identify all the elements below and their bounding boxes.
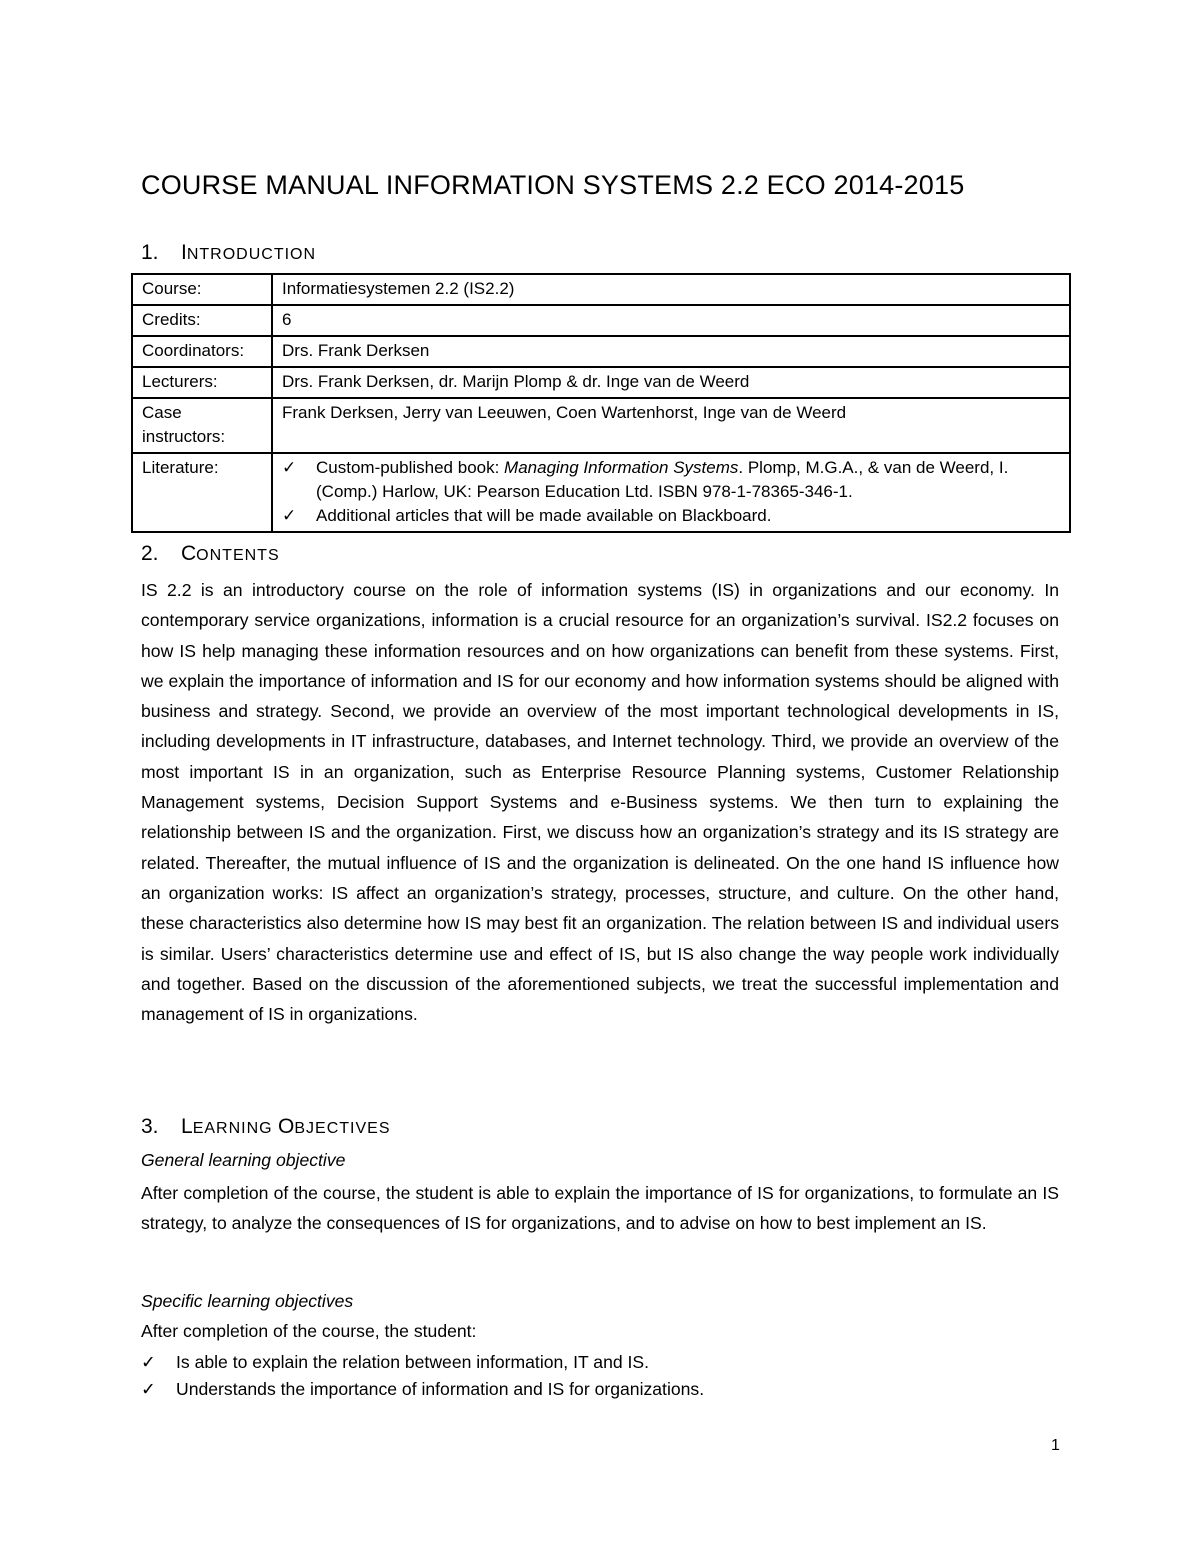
section-heading-learning-objectives: 3. LEARNING OBJECTIVES	[141, 1115, 391, 1138]
section-heading-introduction: 1. INTRODUCTION	[141, 241, 317, 264]
page-number: 1	[1051, 1437, 1060, 1454]
table-row-case-instructors	[132, 398, 1070, 453]
case-instructors-value: Frank Derksen, Jerry van Leeuwen, Coen Wartenhorst, Inge van de Weerd	[272, 398, 1070, 453]
section-number: 3.	[141, 1115, 159, 1138]
table-row-credits	[132, 305, 1070, 336]
lecturers-label: Lecturers:	[132, 367, 272, 398]
table-row-literature	[132, 453, 1070, 532]
specific-objectives-heading: Specific learning objectives	[141, 1291, 354, 1311]
coordinators-label: Coordinators:	[132, 336, 272, 367]
general-objective-heading: General learning objective	[141, 1150, 346, 1170]
case-instructors-label: Case instructors:	[132, 398, 272, 453]
checkmark-icon: ✓	[282, 458, 297, 477]
course-label: Course:	[132, 274, 272, 305]
credits-label: Credits:	[132, 305, 272, 336]
literature-list	[282, 456, 1060, 528]
course-info-table	[131, 273, 1071, 533]
table-row-course	[132, 274, 1070, 305]
checkmark-icon: ✓	[141, 1352, 156, 1372]
section-number: 1.	[141, 241, 159, 264]
general-objective-text: After completion of the course, the student is able to explain the importance of IS for organizations, to formulate an IS strategy, to analyze the consequences of IS for organizations, and to advise on how to best implement an IS.	[141, 1183, 1059, 1234]
section-number: 2.	[141, 542, 159, 565]
list-item: ✓ Additional articles that will be made available on Blackboard.	[282, 504, 1060, 528]
table-row-lecturers	[132, 367, 1070, 398]
document-title: COURSE MANUAL INFORMATION SYSTEMS 2.2 ECO 2014-2015	[141, 170, 965, 200]
course-value: Informatiesystemen 2.2 (IS2.2)	[272, 274, 1070, 305]
literature-value	[272, 453, 1070, 532]
credits-value: 6	[272, 305, 1070, 336]
lecturers-value: Drs. Frank Derksen, dr. Marijn Plomp & dr. Inge van de Weerd	[272, 367, 1070, 398]
list-item: ✓ Understands the importance of information and IS for organizations.	[141, 1376, 1059, 1403]
checkmark-icon: ✓	[141, 1379, 156, 1399]
table-row-coordinators	[132, 336, 1070, 367]
section-heading-contents: 2. CONTENTS	[141, 542, 280, 565]
checkmark-icon: ✓	[282, 506, 297, 525]
book-title: Managing Information Systems	[504, 458, 739, 477]
specific-objectives-intro: After completion of the course, the student:	[141, 1321, 477, 1341]
coordinators-value: Drs. Frank Derksen	[272, 336, 1070, 367]
list-item: ✓ Custom-published book: Managing Information Systems. Plomp, M.G.A., & van de Weerd, I. (Comp.) Harlow, UK: Pearson Education Ltd. ISBN 978-1-78365-346-1.	[282, 458, 1009, 501]
contents-paragraph: IS 2.2 is an introductory course on the role of information systems (IS) in organizations and our economy. In contemporary service organizations, information is a crucial resource for an organization’s survival. IS2.2 focuses on how IS help managing these information resources and on how organizations can benefit from these systems. First, we explain the importance of information and IS for our economy and how information systems should be aligned with business and strategy. Second, we provide an overview of the most important technological developments in IS, including developments in IT infrastructure, databases, and Internet technology. Third, we provide an overview of the most important IS in an organization, such as Enterprise Resource Planning systems, Customer Relationship Management systems, Decision Support Systems and e-Business systems. We then turn to explaining the relationship between IS and the organization. First, we discuss how an organization’s strategy and its IS strategy are related. Thereafter, the mutual influence of IS and the organization is delineated. On the one hand IS influence how an organization works: IS affect an organization’s strategy, processes, structure, and culture. On the other hand, these characteristics also determine how IS may best fit an organization. The relation between IS and individual users is similar. Users’ characteristics determine use and effect of IS, but IS also change the way people work individually and together. Based on the discussion of the aforementioned subjects, we treat the successful implementation and management of IS in organizations.	[141, 580, 1059, 1025]
list-item: ✓ Is able to explain the relation between information, IT and IS.	[141, 1349, 1059, 1376]
specific-objectives-list	[141, 1349, 1059, 1403]
literature-label: Literature:	[132, 453, 272, 532]
